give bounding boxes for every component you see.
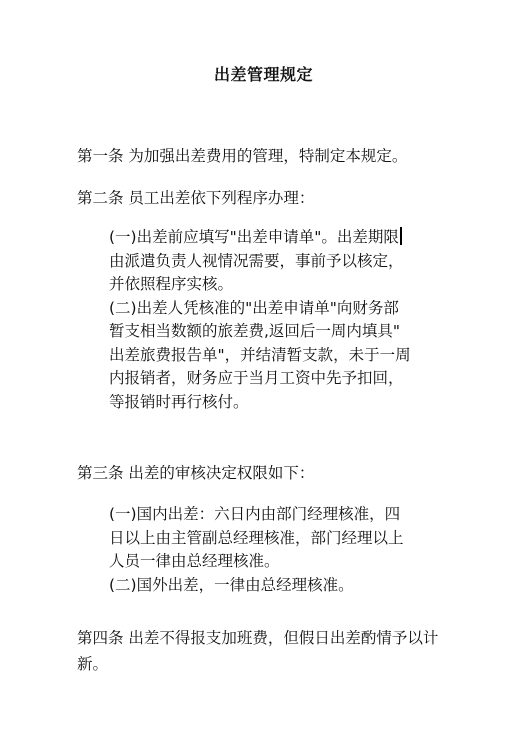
article-3-line: (一)国内出差：六日内由部门经理核准，四 <box>109 505 401 523</box>
article-2-items <box>109 226 449 414</box>
article-2-line: 暂支相当数额的旅差费,返回后一周内填具" <box>109 322 401 340</box>
article-2: 第二条 员工出差依下列程序办理： <box>77 189 315 207</box>
article-2-line-text: (一)出差前应填写"出差申请单"。出差期限 <box>109 228 399 246</box>
article-1: 第一条 为加强出差费用的管理，特制定本规定。 <box>77 147 408 165</box>
article-4-line-1: 第四条 出差不得报支加班费，但假日出差酌情予以计 <box>77 629 439 647</box>
article-3: 第三条 出差的审核决定权限如下： <box>77 464 315 482</box>
article-3-line: 日以上由主管副总经理核准，部门经理以上 <box>109 528 404 547</box>
article-3-line: (二)国外出差，一律由总经理核准。 <box>109 575 354 594</box>
article-2-line: 并依照程序实核。 <box>109 275 234 293</box>
article-4-line-2: 新。 <box>77 655 109 673</box>
article-2-line: (二)出差人凭核准的"出差申请单"向财务部 <box>109 298 399 317</box>
article-3-items <box>109 503 449 597</box>
document-title: 出差管理规定 <box>213 65 313 84</box>
text-cursor <box>400 227 402 245</box>
article-2-line: 内报销者，财务应于当月工资中先予扣回， <box>109 369 404 387</box>
article-2-line: 出差旅费报告单"，并结清暂支款，未于一周 <box>109 345 411 364</box>
article-3-line: 人员一律由总经理核准。 <box>109 552 280 570</box>
article-2-line: 等报销时再行核付。 <box>109 392 249 411</box>
article-2-line <box>109 226 449 250</box>
article-2-line: 由派遣负责人视情况需要，事前予以核定， <box>109 251 404 270</box>
